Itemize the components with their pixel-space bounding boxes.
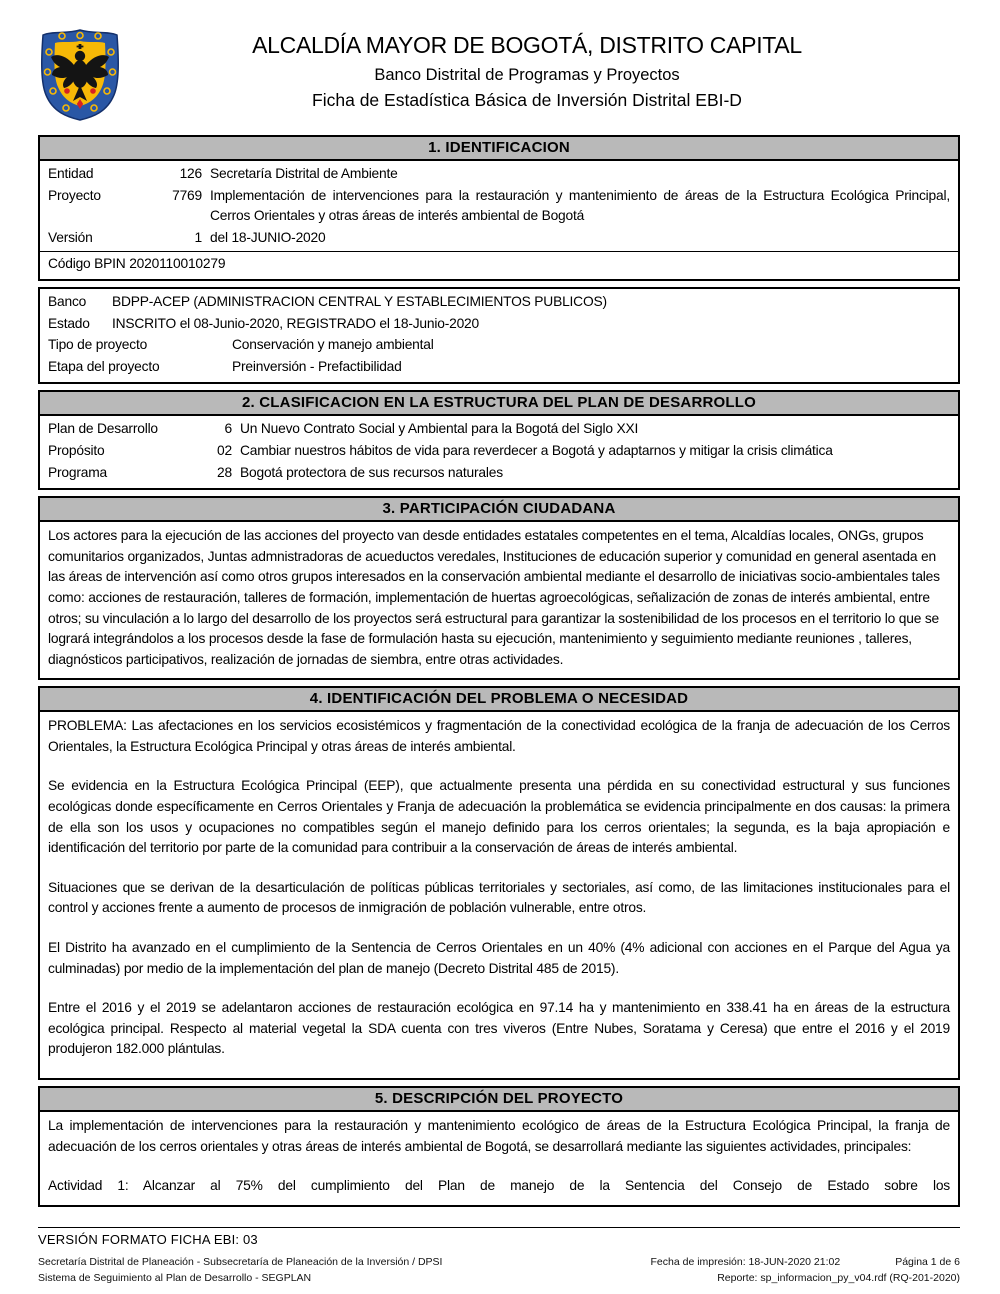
field-label: Etapa del proyecto <box>48 358 160 374</box>
section-participacion-title: 3. PARTICIPACIÓN CIUDADANA <box>40 498 958 522</box>
document-subtitle: Banco Distrital de Programas y Proyectos <box>374 66 680 84</box>
section-clasificacion <box>38 390 960 490</box>
field-label: Tipo de proyecto <box>48 337 148 353</box>
field-code: 7769 <box>172 187 202 203</box>
field-proposito <box>40 441 958 462</box>
field-value: Cambiar nuestros hábitos de vida para reverdecer a Bogotá y adaptarnos y mitigar la crisis climática <box>240 442 833 458</box>
format-version-label: VERSIÓN FORMATO FICHA EBI: 03 <box>38 1232 258 1247</box>
field-value: Implementación de intervenciones para la restauración y mantenimiento de áreas de la Estructura Ecológica Principal, Cerros Orientales y otras áreas de interés ambiental de Bogotá <box>210 187 950 224</box>
print-date: Fecha de impresión: 18-JUN-2020 21:02 <box>650 1256 841 1268</box>
field-value: 2020110010279 <box>129 256 226 272</box>
field-etapa-proyecto <box>40 357 958 378</box>
section-problema <box>38 686 960 1080</box>
coat-of-arms-icon <box>38 28 122 122</box>
problema-paragraph: Entre el 2016 y el 2019 se adelantaron acciones de restauración ecológica en 97.14 ha y mantenimiento en 338.41 ha en áreas de la estructura ecológica principal. Respecto al material vegetal la SDA cuenta con tres viveros (Entre Nubes, Soratama y Ceresa) que entre el 2016 y el 2019 produjeron 182.000 plántulas. <box>48 1000 950 1057</box>
bogota-coat-of-arms-logo <box>38 24 124 127</box>
field-label: Versión <box>48 229 93 245</box>
footer-entity-line: Secretaría Distrital de Planeación - Subsecretaría de Planeación de la Inversión / DPSI <box>38 1256 443 1268</box>
section-identificacion <box>38 135 960 281</box>
section-registro <box>38 287 960 384</box>
field-label: Código BPIN <box>48 256 126 272</box>
field-label: Banco <box>48 293 87 309</box>
field-label: Propósito <box>48 442 105 458</box>
field-label: Plan de Desarrollo <box>48 421 158 437</box>
field-code: 6 <box>224 421 232 437</box>
field-version <box>40 228 958 249</box>
document-title: ALCALDÍA MAYOR DE BOGOTÁ, DISTRITO CAPITAL <box>252 32 802 58</box>
field-label: Entidad <box>48 166 94 181</box>
section-descripcion-title: 5. DESCRIPCIÓN DEL PROYECTO <box>40 1088 958 1112</box>
field-value: Preinversión - Prefactibilidad <box>232 358 402 374</box>
problema-paragraph: El Distrito ha avanzado en el cumplimiento de la Sentencia de Cerros Orientales en un 40% (4% adicional con acciones en el Parque del Agua ya culminadas) por medio de la implementación del plan de manejo (Decreto Distrital 485 de 2015). <box>48 940 950 976</box>
field-code: 28 <box>217 464 232 480</box>
page-number: Página 1 de 6 <box>895 1256 960 1268</box>
field-proyecto <box>40 186 958 227</box>
field-value: Bogotá protectora de sus recursos naturales <box>240 464 503 480</box>
participacion-paragraph: Los actores para la ejecución de las acciones del proyecto van desde entidades estatales competentes en el tema, Alcaldías locales, ONGs, grupos comunitarios organizados, Juntas admnistradoras de acueductos veredales, Instituciones de educación superior y comunidad en general asentada en las áreas de intervención así como otros grupos interesados en la conservación ambiental mediante el desarrollo de iniciativas socio-ambientales tales como: acciones de restauración, talleres de formación, implementación de huertas agroecológicas, señalización de zonas de interés ambiental, entre otros; su vinculación a lo largo del desarrollo de los proyectos será estructural para garantizar la sostenibilidad de los procesos en el territorio lo que se logrará integrándolos a los procesos desde la fase de formulación hasta su ejecución, mantenimiento y seguimiento mediante reuniones , talleres, diagnósticos participativos, realización de jornadas de siembra, entre otras actividades. <box>48 528 940 667</box>
descripcion-paragraph: La implementación de intervenciones para la restauración y mantenimiento ecológico de áreas de la Estructura Ecológica Principal, la franja de adecuación de los cerros orientales y otras áreas de interés ambiental de Bogotá, se desarrollará mediante las siguientes actividades, principales: <box>48 1118 950 1154</box>
field-label: Programa <box>48 464 107 480</box>
field-value: Secretaría Distrital de Ambiente <box>210 166 398 181</box>
problema-paragraph: PROBLEMA: Las afectaciones en los servicios ecosistémicos y fragmentación de la conectividad ecológica de la franja de adecuación de los Cerros Orientales, la Estructura Ecológica Principal y otras áreas de interés ambiental. <box>48 718 950 754</box>
footer-system-line: Sistema de Seguimiento al Plan de Desarrollo - SEGPLAN <box>38 1272 312 1284</box>
field-label: Estado <box>48 315 90 331</box>
problema-paragraph: Situaciones que se derivan de la desarticulación de políticas públicas territoriales y sectoriales, así como, de las limitaciones institucionales para el control y acciones frente a aumento de procesos de inmigración de población vulnerable, entre otros. <box>48 879 950 916</box>
footer-divider <box>38 1227 960 1228</box>
field-value: del 18-JUNIO-2020 <box>210 229 326 245</box>
field-codigo-bpin <box>40 251 958 275</box>
section-identificacion-title: 1. IDENTIFICACION <box>40 137 958 161</box>
page-footer <box>38 1227 960 1286</box>
document-subtitle-2: Ficha de Estadística Básica de Inversión Distrital EBI-D <box>312 90 742 110</box>
section-descripcion <box>38 1086 960 1207</box>
field-code: 126 <box>179 166 202 181</box>
field-tipo-proyecto <box>40 335 958 356</box>
field-code: 02 <box>217 442 232 458</box>
field-entidad <box>40 164 958 185</box>
field-banco <box>40 292 958 313</box>
field-programa <box>40 463 958 484</box>
problema-paragraph: Se evidencia en la Estructura Ecológica Principal (EEP), que actualmente presenta una pérdida en su conectividad estructural y sus funciones ecológicas donde específicamente en Cerros Orientales y Franja de adecuación la problemática se evidencia principalmente en dos causas: la primera de ella son los usos y ocupaciones no compatibles según el manejo definido para los cerros orientales; la segunda, es la baja apropiación e identificación del territorio por parte de la comunidad para contribuir a la conservación de áreas de interés ambiental. <box>48 778 950 856</box>
descripcion-paragraph: Actividad 1: Alcanzar al 75% del cumplimiento del Plan de manejo de la Sentencia del Consejo de Estado sobre los <box>48 1178 950 1194</box>
section-clasificacion-title: 2. CLASIFICACION EN LA ESTRUCTURA DEL PLAN DE DESARROLLO <box>40 392 958 416</box>
field-value: Conservación y manejo ambiental <box>232 337 434 353</box>
section-participacion <box>38 496 960 680</box>
report-name: Reporte: sp_informacion_py_v04.rdf (RQ-201-2020) <box>717 1272 960 1284</box>
field-value: Un Nuevo Contrato Social y Ambiental para la Bogotá del Siglo XXI <box>240 421 639 437</box>
field-estado <box>40 314 958 335</box>
field-code: 1 <box>194 229 202 245</box>
field-label: Proyecto <box>48 187 101 203</box>
document-header <box>38 24 960 127</box>
field-plan-desarrollo <box>40 419 958 440</box>
field-value: BDPP-ACEP (ADMINISTRACION CENTRAL Y ESTABLECIMIENTOS PUBLICOS) <box>112 293 607 309</box>
document-titles <box>124 24 960 111</box>
field-value: INSCRITO el 08-Junio-2020, REGISTRADO el 18-Junio-2020 <box>112 315 479 331</box>
section-problema-title: 4. IDENTIFICACIÓN DEL PROBLEMA O NECESIDAD <box>40 688 958 712</box>
